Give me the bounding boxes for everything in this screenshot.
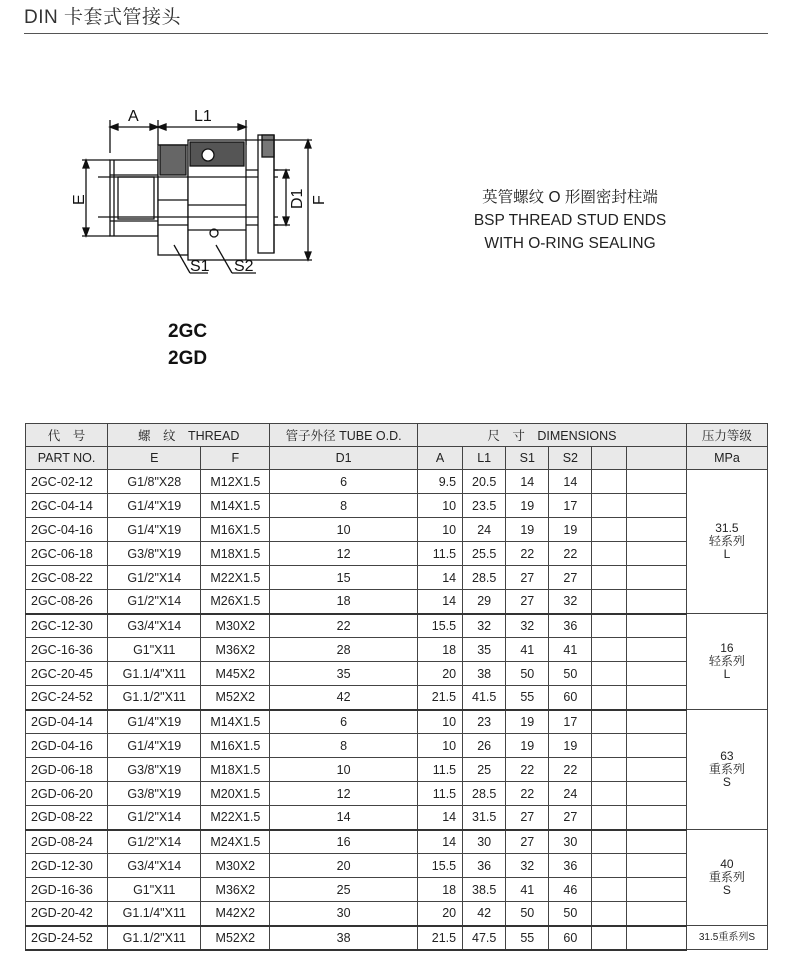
- table-row: [26, 926, 768, 950]
- cell-blank-2: [627, 662, 687, 686]
- cell-a: 18: [417, 878, 462, 902]
- cell-e: G1/4"X19: [108, 494, 201, 518]
- cell-f: M16X1.5: [201, 518, 270, 542]
- cell-blank-2: [627, 926, 687, 950]
- cell-f: M18X1.5: [201, 758, 270, 782]
- cell-l1: 20.5: [463, 470, 506, 494]
- cell-s2: 19: [549, 734, 592, 758]
- model-codes: [168, 318, 207, 372]
- cell-e: G3/8"X19: [108, 758, 201, 782]
- cell-s2: 32: [549, 590, 592, 614]
- cell-l1: 25: [463, 758, 506, 782]
- cell-l1: 29: [463, 590, 506, 614]
- cell-blank-2: [627, 758, 687, 782]
- cell-a: 18: [417, 638, 462, 662]
- cell-s1: 50: [506, 662, 549, 686]
- cell-part: 2GC-08-26: [26, 590, 108, 614]
- cell-e: G1.1/4"X11: [108, 902, 201, 926]
- table-row: [26, 638, 768, 662]
- cell-a: 14: [417, 590, 462, 614]
- model-code-first: 2GC: [168, 321, 208, 342]
- cell-l1: 25.5: [463, 542, 506, 566]
- cell-s2: 27: [549, 566, 592, 590]
- cell-blank-2: [627, 590, 687, 614]
- cell-s2: 46: [549, 878, 592, 902]
- cell-f: M22X1.5: [201, 566, 270, 590]
- cell-a: 10: [417, 494, 462, 518]
- cell-l1: 36: [463, 854, 506, 878]
- cell-s2: 41: [549, 638, 592, 662]
- cell-part: 2GD-06-20: [26, 782, 108, 806]
- cell-s1: 55: [506, 686, 549, 710]
- cell-f: M52X2: [201, 926, 270, 950]
- table-row: [26, 878, 768, 902]
- cell-d1: 38: [270, 926, 418, 950]
- cell-l1: 47.5: [463, 926, 506, 950]
- cell-s1: 19: [506, 734, 549, 758]
- cell-blank-1: [592, 902, 627, 926]
- cell-e: G1/4"X19: [108, 734, 201, 758]
- header-s2: S2: [549, 447, 592, 470]
- cell-blank-1: [592, 614, 627, 638]
- pressure-class-value: 63: [720, 749, 734, 763]
- header-blank-2: [627, 447, 687, 470]
- description-chinese: 英管螺纹 O 形圈密封柱端: [482, 189, 658, 206]
- pressure-class-code: L: [723, 667, 731, 681]
- cell-l1: 23.5: [463, 494, 506, 518]
- title-divider: [24, 33, 768, 34]
- pressure-class-series: 重系列: [708, 762, 745, 776]
- pressure-class-code: S: [722, 883, 731, 897]
- cell-a: 11.5: [417, 758, 462, 782]
- pressure-class: [686, 614, 767, 710]
- cell-part: 2GD-12-30: [26, 854, 108, 878]
- cell-e: G3/4"X14: [108, 614, 201, 638]
- cell-f: M12X1.5: [201, 470, 270, 494]
- header-row-top: [26, 424, 768, 447]
- cell-d1: 42: [270, 686, 418, 710]
- pressure-class-series: 轻系列: [708, 654, 745, 668]
- cell-a: 14: [417, 806, 462, 830]
- table-row: [26, 902, 768, 926]
- cell-s1: 19: [506, 494, 549, 518]
- cell-part: 2GD-20-42: [26, 902, 108, 926]
- cell-e: G1/4"X19: [108, 710, 201, 734]
- cell-d1: 35: [270, 662, 418, 686]
- cell-s1: 32: [506, 614, 549, 638]
- cell-s1: 19: [506, 518, 549, 542]
- cell-d1: 20: [270, 854, 418, 878]
- cell-s2: 14: [549, 470, 592, 494]
- cell-f: M14X1.5: [201, 710, 270, 734]
- table-row: [26, 782, 768, 806]
- cell-blank-2: [627, 542, 687, 566]
- cell-part: 2GD-24-52: [26, 926, 108, 950]
- cell-s1: 22: [506, 542, 549, 566]
- cell-a: 21.5: [417, 686, 462, 710]
- cell-a: 15.5: [417, 854, 462, 878]
- cell-blank-2: [627, 710, 687, 734]
- cell-part: 2GC-04-16: [26, 518, 108, 542]
- cell-e: G1.1/2"X11: [108, 686, 201, 710]
- pressure-class: [686, 830, 767, 926]
- cell-s1: 55: [506, 926, 549, 950]
- cell-a: 21.5: [417, 926, 462, 950]
- header-pressure: 压力等级: [686, 424, 767, 447]
- pressure-class-code: L: [723, 547, 731, 561]
- dim-label-a: A: [128, 108, 139, 125]
- cell-blank-2: [627, 638, 687, 662]
- cell-e: G1.1/2"X11: [108, 926, 201, 950]
- table-row: [26, 494, 768, 518]
- cell-blank-1: [592, 710, 627, 734]
- description-english-2: WITH O-RING SEALING: [484, 235, 656, 252]
- cell-blank-2: [627, 830, 687, 854]
- cell-d1: 16: [270, 830, 418, 854]
- cell-part: 2GD-06-18: [26, 758, 108, 782]
- table-row: [26, 686, 768, 710]
- pressure-class-value: 31.5: [715, 521, 739, 535]
- cell-d1: 8: [270, 734, 418, 758]
- cell-blank-2: [627, 854, 687, 878]
- cell-part: 2GD-04-14: [26, 710, 108, 734]
- cell-blank-1: [592, 734, 627, 758]
- cell-part: 2GC-20-45: [26, 662, 108, 686]
- cell-blank-2: [627, 878, 687, 902]
- cell-f: M22X1.5: [201, 806, 270, 830]
- cell-e: G1/2"X14: [108, 830, 201, 854]
- cell-a: 10: [417, 710, 462, 734]
- cell-e: G1/8"X28: [108, 470, 201, 494]
- cell-s1: 50: [506, 902, 549, 926]
- cell-e: G3/8"X19: [108, 542, 201, 566]
- cell-l1: 28.5: [463, 782, 506, 806]
- cell-l1: 42: [463, 902, 506, 926]
- table-row: [26, 614, 768, 638]
- table-row: [26, 518, 768, 542]
- cell-d1: 15: [270, 566, 418, 590]
- cell-part: 2GC-08-22: [26, 566, 108, 590]
- cell-s1: 19: [506, 710, 549, 734]
- cell-blank-2: [627, 806, 687, 830]
- fitting-drawing: [71, 105, 348, 295]
- cell-part: 2GC-04-14: [26, 494, 108, 518]
- header-row-bottom: [26, 447, 768, 470]
- header-a: A: [417, 447, 462, 470]
- cell-d1: 12: [270, 782, 418, 806]
- cell-blank-1: [592, 830, 627, 854]
- table-row: [26, 542, 768, 566]
- cell-s2: 60: [549, 686, 592, 710]
- cell-s2: 50: [549, 902, 592, 926]
- cell-d1: 6: [270, 710, 418, 734]
- header-blank-1: [592, 447, 627, 470]
- cell-blank-1: [592, 566, 627, 590]
- cell-blank-1: [592, 782, 627, 806]
- cell-f: M24X1.5: [201, 830, 270, 854]
- cell-d1: 30: [270, 902, 418, 926]
- cell-blank-2: [627, 734, 687, 758]
- header-pressure-unit: MPa: [686, 447, 767, 470]
- cell-s2: 36: [549, 854, 592, 878]
- cell-a: 14: [417, 830, 462, 854]
- dim-label-e: E: [71, 194, 88, 205]
- cell-d1: 10: [270, 758, 418, 782]
- table-row: [26, 662, 768, 686]
- cell-a: 15.5: [417, 614, 462, 638]
- cell-s1: 22: [506, 782, 549, 806]
- pressure-class-series: 重系列: [708, 870, 745, 884]
- cell-blank-1: [592, 470, 627, 494]
- cell-blank-2: [627, 686, 687, 710]
- dim-label-l1: L1: [194, 108, 212, 125]
- cell-s1: 27: [506, 566, 549, 590]
- cell-blank-1: [592, 518, 627, 542]
- cell-l1: 24: [463, 518, 506, 542]
- header-thread: 螺 纹 THREAD: [108, 424, 270, 447]
- cell-l1: 28.5: [463, 566, 506, 590]
- cell-a: 10: [417, 734, 462, 758]
- cell-l1: 26: [463, 734, 506, 758]
- cell-blank-1: [592, 662, 627, 686]
- table-row: [26, 854, 768, 878]
- description-english-1: BSP THREAD STUD ENDS: [473, 212, 667, 229]
- header-f: F: [201, 447, 270, 470]
- cell-blank-1: [592, 686, 627, 710]
- table-row: [26, 806, 768, 830]
- cell-blank-1: [592, 806, 627, 830]
- cell-s2: 60: [549, 926, 592, 950]
- cell-f: M18X1.5: [201, 542, 270, 566]
- table-row: [26, 734, 768, 758]
- cell-blank-1: [592, 494, 627, 518]
- cell-a: 20: [417, 662, 462, 686]
- fitting-description: [420, 186, 720, 255]
- cell-blank-2: [627, 614, 687, 638]
- cell-l1: 38: [463, 662, 506, 686]
- cell-f: M20X1.5: [201, 782, 270, 806]
- cell-s2: 19: [549, 518, 592, 542]
- cell-s1: 27: [506, 590, 549, 614]
- cell-blank-1: [592, 854, 627, 878]
- cell-d1: 10: [270, 518, 418, 542]
- cell-f: M36X2: [201, 638, 270, 662]
- cell-f: M36X2: [201, 878, 270, 902]
- cell-l1: 31.5: [463, 806, 506, 830]
- cell-s1: 27: [506, 830, 549, 854]
- cell-part: 2GD-16-36: [26, 878, 108, 902]
- header-code: 代 号: [26, 424, 108, 447]
- cell-s2: 17: [549, 494, 592, 518]
- cell-d1: 6: [270, 470, 418, 494]
- header-s1: S1: [506, 447, 549, 470]
- cell-s2: 17: [549, 710, 592, 734]
- cell-blank-1: [592, 878, 627, 902]
- cell-part: 2GD-04-16: [26, 734, 108, 758]
- cell-part: 2GC-02-12: [26, 470, 108, 494]
- cell-a: 14: [417, 566, 462, 590]
- cell-l1: 23: [463, 710, 506, 734]
- cell-e: G1/2"X14: [108, 590, 201, 614]
- cell-s1: 41: [506, 878, 549, 902]
- cell-d1: 18: [270, 590, 418, 614]
- cell-s1: 27: [506, 806, 549, 830]
- cell-d1: 28: [270, 638, 418, 662]
- table-row: [26, 470, 768, 494]
- cell-s2: 30: [549, 830, 592, 854]
- cell-e: G1/2"X14: [108, 566, 201, 590]
- cell-d1: 12: [270, 542, 418, 566]
- cell-blank-2: [627, 518, 687, 542]
- header-dimensions: 尺 寸 DIMENSIONS: [417, 424, 686, 447]
- cell-f: M42X2: [201, 902, 270, 926]
- cell-part: 2GC-16-36: [26, 638, 108, 662]
- cell-f: M45X2: [201, 662, 270, 686]
- cell-s2: 24: [549, 782, 592, 806]
- cell-blank-2: [627, 494, 687, 518]
- cell-blank-1: [592, 758, 627, 782]
- table-row: [26, 758, 768, 782]
- pressure-class: [686, 926, 767, 950]
- cell-e: G1/4"X19: [108, 518, 201, 542]
- table-row: [26, 830, 768, 854]
- cell-blank-1: [592, 638, 627, 662]
- cell-e: G1"X11: [108, 878, 201, 902]
- cell-e: G3/8"X19: [108, 782, 201, 806]
- cell-d1: 14: [270, 806, 418, 830]
- pressure-class-value: 40: [720, 857, 734, 871]
- cell-s1: 22: [506, 758, 549, 782]
- cell-a: 10: [417, 518, 462, 542]
- pressure-class-value: 31.5重系列S: [698, 932, 755, 943]
- pressure-class-value: 16: [720, 641, 734, 655]
- cell-f: M26X1.5: [201, 590, 270, 614]
- cell-f: M52X2: [201, 686, 270, 710]
- dimension-table: [25, 423, 768, 951]
- cell-a: 11.5: [417, 782, 462, 806]
- cell-a: 9.5: [417, 470, 462, 494]
- cell-s2: 36: [549, 614, 592, 638]
- cell-e: G3/4"X14: [108, 854, 201, 878]
- pressure-class-code: S: [722, 775, 731, 789]
- table-row: [26, 590, 768, 614]
- dim-label-s2: S2: [234, 258, 254, 275]
- cell-l1: 38.5: [463, 878, 506, 902]
- header-part-no: PART NO.: [26, 447, 108, 470]
- pressure-class: [686, 470, 767, 614]
- cell-d1: 25: [270, 878, 418, 902]
- cell-l1: 41.5: [463, 686, 506, 710]
- cell-f: M30X2: [201, 614, 270, 638]
- cell-e: G1/2"X14: [108, 806, 201, 830]
- cell-blank-1: [592, 542, 627, 566]
- cell-blank-1: [592, 590, 627, 614]
- page-title: DIN 卡套式管接头: [24, 7, 182, 28]
- cell-s1: 14: [506, 470, 549, 494]
- cell-part: 2GD-08-24: [26, 830, 108, 854]
- pressure-class-series: 轻系列: [708, 534, 745, 548]
- cell-part: 2GC-06-18: [26, 542, 108, 566]
- cell-blank-2: [627, 902, 687, 926]
- cell-f: M14X1.5: [201, 494, 270, 518]
- cell-f: M30X2: [201, 854, 270, 878]
- cell-e: G1"X11: [108, 638, 201, 662]
- cell-s2: 27: [549, 806, 592, 830]
- cell-s2: 50: [549, 662, 592, 686]
- cell-blank-2: [627, 566, 687, 590]
- cell-a: 11.5: [417, 542, 462, 566]
- cell-a: 20: [417, 902, 462, 926]
- table-row: [26, 710, 768, 734]
- cell-d1: 8: [270, 494, 418, 518]
- dim-label-s1: S1: [190, 258, 210, 275]
- cell-e: G1.1/4"X11: [108, 662, 201, 686]
- table-row: [26, 566, 768, 590]
- dim-label-d1: D1: [289, 188, 306, 209]
- cell-l1: 32: [463, 614, 506, 638]
- cell-f: M16X1.5: [201, 734, 270, 758]
- dim-label-f: F: [311, 195, 328, 205]
- model-code-second: 2GD: [168, 348, 208, 369]
- cell-part: 2GC-24-52: [26, 686, 108, 710]
- cell-s1: 41: [506, 638, 549, 662]
- cell-l1: 35: [463, 638, 506, 662]
- cell-blank-2: [627, 470, 687, 494]
- header-tube-od: 管子外径 TUBE O.D.: [270, 424, 418, 447]
- cell-s1: 32: [506, 854, 549, 878]
- cell-s2: 22: [549, 542, 592, 566]
- cell-d1: 22: [270, 614, 418, 638]
- header-e: E: [108, 447, 201, 470]
- cell-part: 2GC-12-30: [26, 614, 108, 638]
- header-d1: D1: [270, 447, 418, 470]
- cell-blank-1: [592, 926, 627, 950]
- cell-l1: 30: [463, 830, 506, 854]
- cell-part: 2GD-08-22: [26, 806, 108, 830]
- table-body: [26, 470, 768, 950]
- cell-s2: 22: [549, 758, 592, 782]
- cell-blank-2: [627, 782, 687, 806]
- pressure-class: [686, 710, 767, 830]
- header-l1: L1: [463, 447, 506, 470]
